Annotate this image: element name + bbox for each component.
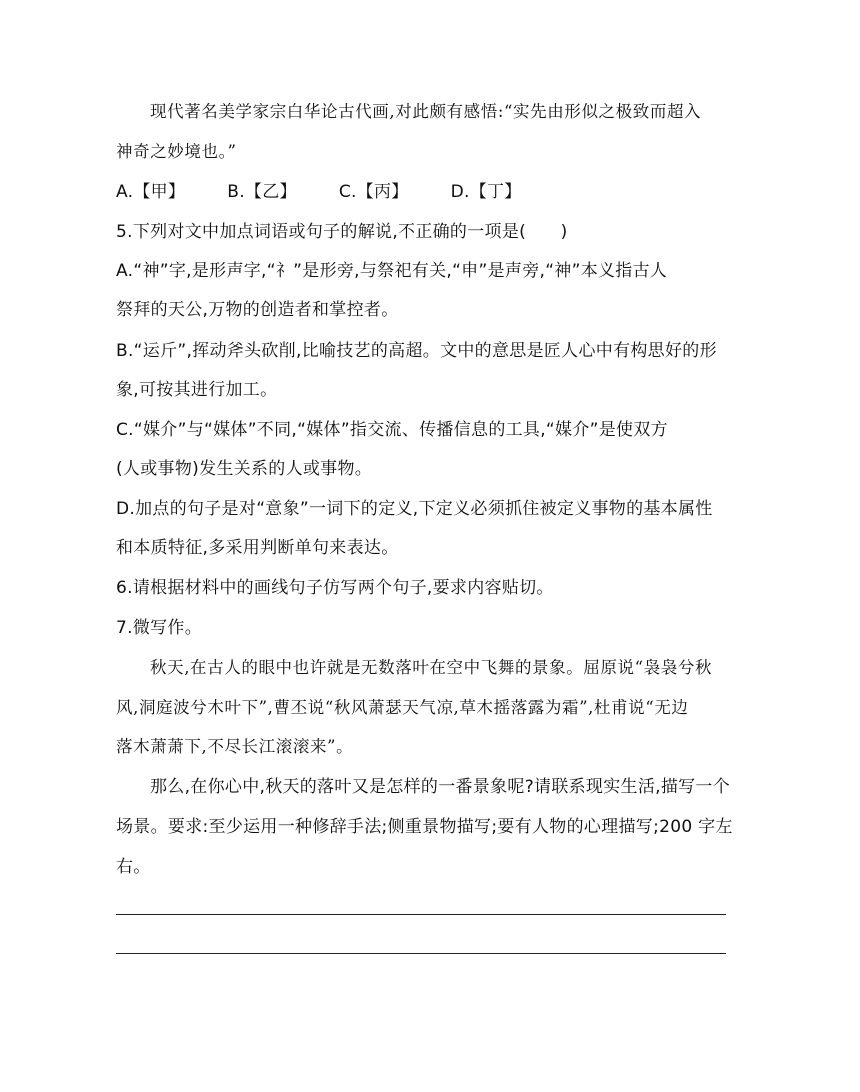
q5-option-d-line-2: 和本质特征,多采用判断单句来表达。 [116,538,399,558]
q5-option-d-line-1: D.加点的句子是对“意象”一词下的定义,下定义必须抓住被定义事物的基本属性 [116,499,713,519]
q7-task-line-3: 右。 [116,857,151,877]
answer-line-2[interactable] [116,953,726,954]
option-c: C.【丙】 [338,182,409,202]
q5-option-c-line-2: (人或事物)发生关系的人或事物。 [116,459,373,479]
q7-task-line-2: 场景。要求:至少运用一种修辞手法;侧重景物描写;要有人物的心理描写;200 字左 [116,817,733,837]
quote-line-1: 现代著名美学家宗白华论古代画,对此颇有感悟:“实先由形似之极致而超入 [150,102,702,121]
q6-stem: 6.请根据材料中的画线句子仿写两个句子,要求内容贴切。 [116,578,554,598]
q7-material-line-3: 落木萧萧下,不尽长江滚滚来”。 [116,737,354,756]
option-a: A.【甲】 [116,182,186,202]
q5-option-b-line-1: B.“运斤”,挥动斧头砍削,比喻技艺的高超。文中的意思是匠人心中有构思好的形 [116,341,717,361]
option-d: D.【丁】 [450,182,522,202]
q5-option-b-line-2: 象,可按其进行加工。 [116,380,278,400]
q7-material-line-2: 风,洞庭波兮木叶下”,曹丕说“秋风萧瑟天气凉,草木摇落露为霜”,杜甫说“无边 [116,698,689,717]
q7-task-line-1: 那么,在你心中,秋天的落叶又是怎样的一番景象呢?请联系现实生活,描写一个 [150,777,731,797]
q5-option-a-line-2: 祭拜的天公,万物的创造者和掌控者。 [116,300,399,320]
answer-line-1[interactable] [116,914,726,915]
q7-material-line-1: 秋天,在古人的眼中也许就是无数落叶在空中飞舞的景象。屈原说“袅袅兮秋 [150,658,713,677]
q5-stem: 5.下列对文中加点词语或句子的解说,不正确的一项是( ) [116,222,568,242]
q7-stem: 7.微写作。 [116,618,203,638]
q4-options [116,180,522,204]
q5-option-a-line-1: A.“神”字,是形声字,“礻”是形旁,与祭祀有关,“申”是声旁,“神”本义指古人 [116,261,668,281]
quote-line-2: 神奇之妙境也。” [116,142,237,161]
q5-option-c-line-1: C.“媒介”与“媒体”不同,“媒体”指交流、传播信息的工具,“媒介”是使双方 [116,420,668,440]
option-b: B.【乙】 [227,182,297,202]
